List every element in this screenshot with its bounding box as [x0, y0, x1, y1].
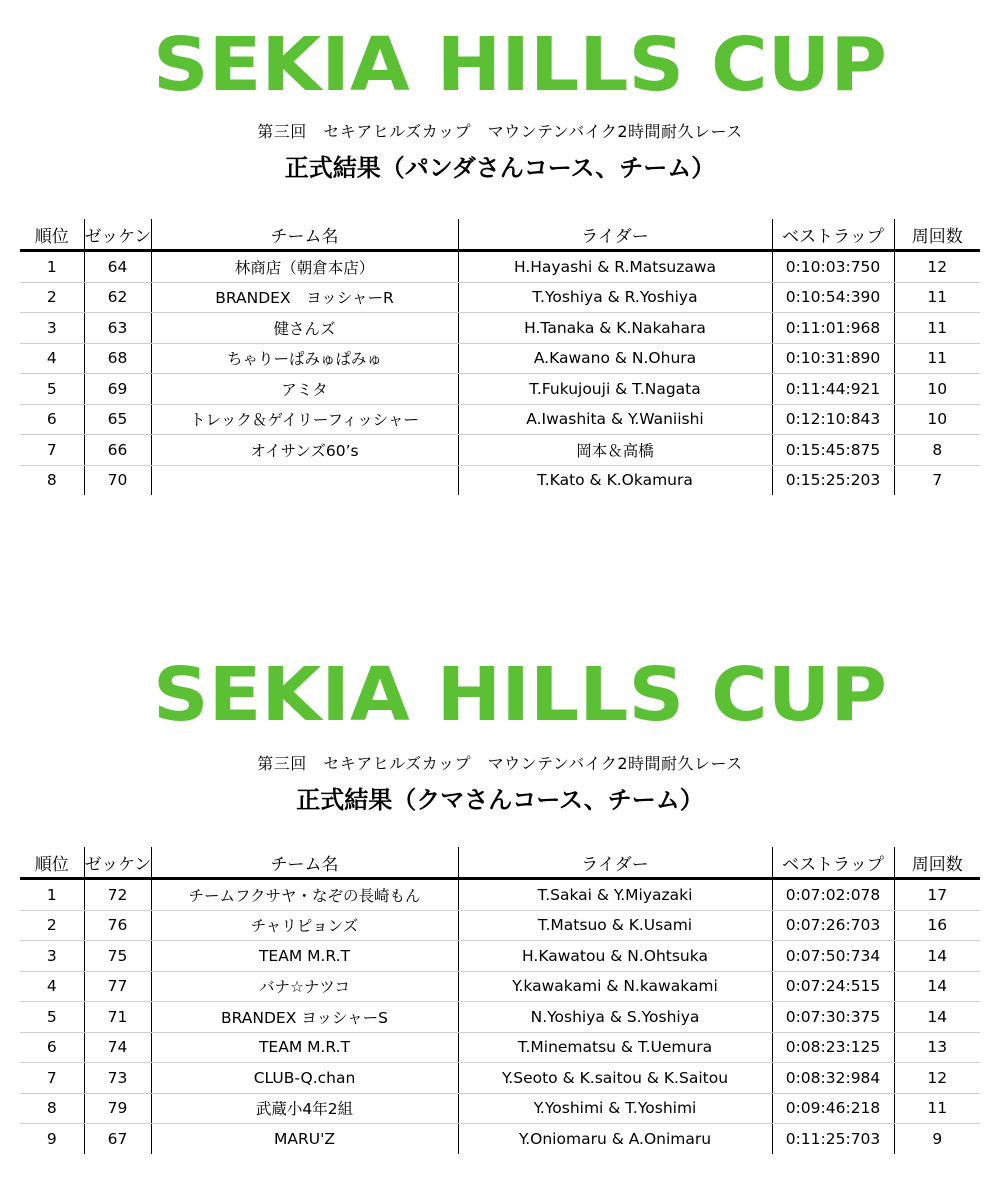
header-row — [20, 847, 980, 879]
results-table — [20, 847, 980, 1154]
laps-cell: 11 — [894, 282, 980, 313]
results-title: 正式結果（パンダさんコース、チーム） — [284, 154, 716, 182]
table-row — [20, 404, 980, 435]
riders-cell: A.Iwashita & Y.Waniishi — [458, 404, 772, 435]
best-lap-cell: 0:07:26:703 — [772, 910, 894, 941]
best-lap-cell: 0:10:31:890 — [772, 343, 894, 374]
rank-cell: 7 — [20, 435, 84, 466]
best-lap-cell: 0:11:25:703 — [772, 1124, 894, 1154]
team-cell: 健さんズ — [151, 313, 458, 344]
best-lap-cell: 0:07:02:078 — [772, 879, 894, 911]
rank-cell: 4 — [20, 343, 84, 374]
best-lap-cell: 0:10:03:750 — [772, 251, 894, 283]
riders-cell: T.Minematsu & T.Uemura — [458, 1032, 772, 1063]
bib-cell: 72 — [84, 879, 151, 911]
riders-cell: Y.Oniomaru & A.Onimaru — [458, 1124, 772, 1154]
laps-cell: 14 — [894, 971, 980, 1002]
event-subtitle: 第三回 セキアヒルズカップ マウンテンバイク2時間耐久レース — [257, 122, 743, 141]
riders-cell: T.Yoshiya & R.Yoshiya — [458, 282, 772, 313]
best-lap-cell: 0:11:01:968 — [772, 313, 894, 344]
team-cell: オイサンズ60’s — [151, 435, 458, 466]
riders-cell: Y.Yoshimi & T.Yoshimi — [458, 1093, 772, 1124]
header-rank: 順位 — [20, 219, 84, 251]
table-row — [20, 1032, 980, 1063]
team-cell: トレック＆ゲイリーフィッシャー — [151, 404, 458, 435]
laps-cell: 14 — [894, 1002, 980, 1033]
results-title: 正式結果（クマさんコース、チーム） — [296, 786, 704, 814]
best-lap-cell: 0:08:23:125 — [772, 1032, 894, 1063]
header-riders: ライダー — [458, 219, 772, 251]
rank-cell: 5 — [20, 374, 84, 405]
riders-cell: Y.kawakami & N.kawakami — [458, 971, 772, 1002]
event-subtitle: 第三回 セキアヒルズカップ マウンテンバイク2時間耐久レース — [257, 754, 743, 773]
table-row — [20, 1063, 980, 1094]
team-cell: 林商店（朝倉本店） — [151, 251, 458, 283]
rank-cell: 3 — [20, 313, 84, 344]
header-row — [20, 219, 980, 251]
riders-cell: H.Hayashi & R.Matsuzawa — [458, 251, 772, 283]
header-team: チーム名 — [151, 847, 458, 879]
team-cell: アミタ — [151, 374, 458, 405]
riders-cell: Y.Seoto & K.saitou & K.Saitou — [458, 1063, 772, 1094]
bib-cell: 62 — [84, 282, 151, 313]
best-lap-cell: 0:07:30:375 — [772, 1002, 894, 1033]
bib-cell: 76 — [84, 910, 151, 941]
header-best-lap: ベストラップ — [772, 847, 894, 879]
bib-cell: 74 — [84, 1032, 151, 1063]
rank-cell: 9 — [46, 1129, 57, 1148]
header-best-lap: ベストラップ — [772, 219, 894, 251]
team-cell: 武蔵小4年2組 — [151, 1093, 458, 1124]
rank-cell: 7 — [20, 1063, 84, 1094]
team-cell: バナ☆ナツコ — [151, 971, 458, 1002]
rank-cell: 5 — [20, 1002, 84, 1033]
rank-cell: 6 — [20, 404, 84, 435]
bib-cell: 65 — [84, 404, 151, 435]
laps-cell: 8 — [894, 435, 980, 466]
best-lap-cell: 0:15:45:875 — [772, 435, 894, 466]
best-lap-cell: 0:07:50:734 — [772, 941, 894, 972]
riders-cell: T.Matsuo & K.Usami — [458, 910, 772, 941]
team-cell: CLUB-Q.chan — [151, 1063, 458, 1094]
best-lap-cell: 0:07:24:515 — [772, 971, 894, 1002]
best-lap-cell: 0:09:46:218 — [772, 1093, 894, 1124]
riders-cell: 岡本＆高橋 — [458, 435, 772, 466]
team-cell: チームフクサヤ・なぞの長崎もん — [151, 879, 458, 911]
laps-cell: 10 — [894, 374, 980, 405]
header-bib: ゼッケン — [84, 847, 151, 879]
table-row — [20, 1124, 980, 1154]
bib-cell: 70 — [84, 465, 151, 495]
bib-cell: 67 — [84, 1124, 151, 1154]
table-row — [20, 879, 980, 911]
table-row — [20, 910, 980, 941]
laps-cell: 12 — [894, 251, 980, 283]
laps-cell: 10 — [894, 404, 980, 435]
table-row — [20, 282, 980, 313]
bib-cell: 73 — [84, 1063, 151, 1094]
bib-cell: 63 — [84, 313, 151, 344]
best-lap-cell: 0:10:54:390 — [772, 282, 894, 313]
event-logo — [150, 658, 890, 730]
logo-text: SEKIA HILLS CUP — [153, 28, 887, 100]
laps-cell: 11 — [894, 1093, 980, 1124]
header-laps: 周回数 — [894, 847, 980, 879]
rank-cell: 2 — [20, 282, 84, 313]
rank-cell: 8 — [20, 1093, 84, 1124]
best-lap-cell: 0:11:44:921 — [772, 374, 894, 405]
table-row — [20, 251, 980, 283]
table-row — [20, 941, 980, 972]
header-bib: ゼッケン — [84, 219, 151, 251]
header-rank: 順位 — [20, 847, 84, 879]
bib-cell: 66 — [84, 435, 151, 466]
bib-cell: 68 — [84, 343, 151, 374]
table-row — [20, 971, 980, 1002]
laps-cell: 12 — [894, 1063, 980, 1094]
bib-cell: 69 — [84, 374, 151, 405]
team-cell — [151, 465, 458, 495]
rank-cell: 1 — [20, 251, 84, 283]
riders-cell: H.Tanaka & K.Nakahara — [458, 313, 772, 344]
team-cell: BRANDEX ヨッシャーS — [151, 1002, 458, 1033]
rank-cell: 3 — [20, 941, 84, 972]
best-lap-cell: 0:15:25:203 — [772, 465, 894, 495]
table-row — [20, 374, 980, 405]
rank-cell: 1 — [20, 879, 84, 911]
best-lap-cell: 0:12:10:843 — [772, 404, 894, 435]
laps-cell: 13 — [894, 1032, 980, 1063]
riders-cell: H.Kawatou & N.Ohtsuka — [458, 941, 772, 972]
riders-cell: T.Kato & K.Okamura — [458, 465, 772, 495]
bib-cell: 64 — [84, 251, 151, 283]
header-team: チーム名 — [151, 219, 458, 251]
table-row — [20, 343, 980, 374]
results-table — [20, 219, 980, 495]
team-cell: MARU'Z — [151, 1124, 458, 1154]
riders-cell: T.Fukujouji & T.Nagata — [458, 374, 772, 405]
team-cell: TEAM M.R.T — [151, 1032, 458, 1063]
laps-cell: 9 — [894, 1124, 980, 1154]
header-riders: ライダー — [458, 847, 772, 879]
laps-cell: 11 — [894, 313, 980, 344]
bib-cell: 77 — [84, 971, 151, 1002]
laps-cell: 11 — [894, 343, 980, 374]
bib-cell: 71 — [84, 1002, 151, 1033]
bib-cell: 79 — [84, 1093, 151, 1124]
laps-cell: 17 — [894, 879, 980, 911]
table-row — [20, 1093, 980, 1124]
laps-cell: 16 — [894, 910, 980, 941]
logo-text: SEKIA HILLS CUP — [153, 658, 887, 730]
rank-cell: 6 — [20, 1032, 84, 1063]
rank-cell: 4 — [20, 971, 84, 1002]
team-cell: TEAM M.R.T — [151, 941, 458, 972]
team-cell: ちゃりーぱみゅぱみゅ — [151, 343, 458, 374]
laps-cell: 14 — [894, 941, 980, 972]
table-row — [20, 313, 980, 344]
table-row — [20, 435, 980, 466]
event-logo — [150, 28, 890, 100]
best-lap-cell: 0:08:32:984 — [772, 1063, 894, 1094]
riders-cell: N.Yoshiya & S.Yoshiya — [458, 1002, 772, 1033]
team-cell: チャリピョンズ — [151, 910, 458, 941]
header-laps: 周回数 — [894, 219, 980, 251]
bib-cell: 75 — [84, 941, 151, 972]
riders-cell: T.Sakai & Y.Miyazaki — [458, 879, 772, 911]
rank-cell: 2 — [20, 910, 84, 941]
table-row — [20, 465, 980, 495]
laps-cell: 7 — [894, 465, 980, 495]
table-row — [20, 1002, 980, 1033]
rank-cell: 8 — [46, 471, 57, 490]
team-cell: BRANDEX ヨッシャーR — [151, 282, 458, 313]
riders-cell: A.Kawano & N.Ohura — [458, 343, 772, 374]
